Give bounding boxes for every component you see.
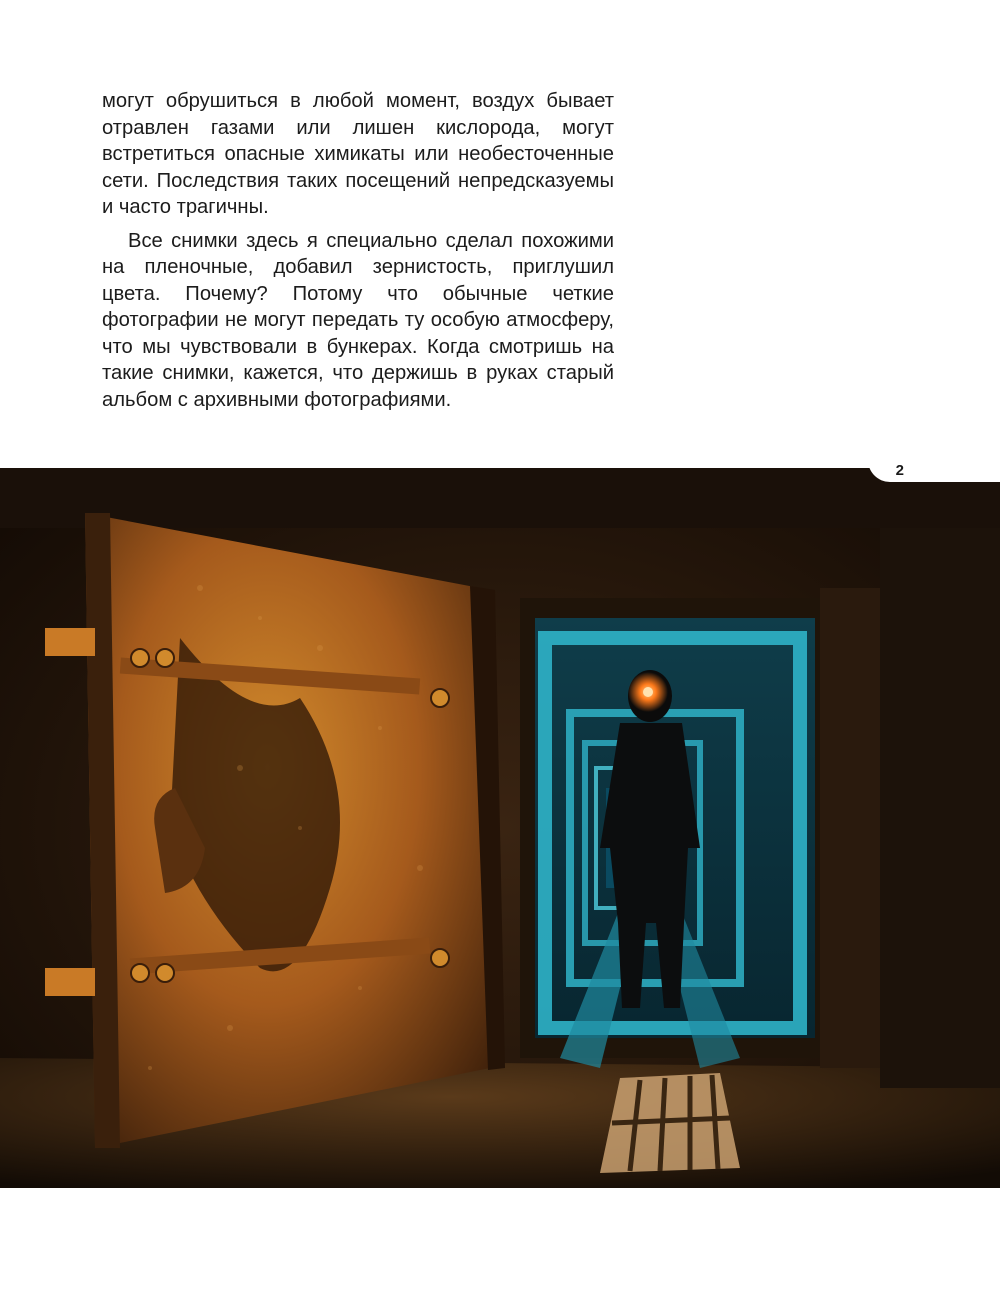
page-number: 2 [895, 462, 904, 479]
article-text [102, 88, 614, 413]
bunker-door-photo [0, 468, 1000, 1188]
paragraph-photos-style: Все снимки здесь я специально сделал похожими на пленочные, добавил зернистость, приглушил цвета. Почему? Потому что обычные четкие фотографии не могут передать ту особую атмосферу, что мы чувствовали в бункерах. Когда смотришь на такие снимки, кажется, что держишь в руках старый альбом с архивными фотографиями. [102, 229, 614, 411]
page-number-tab [868, 458, 1000, 482]
paragraph-continuation: могут обрушиться в любой момент, воздух бывает отравлен газами или лишен кислорода, могут встретиться опасные химикаты или необесточенные сети. Последствия таких посещений непредсказуемы и часто трагичны. [102, 90, 614, 218]
